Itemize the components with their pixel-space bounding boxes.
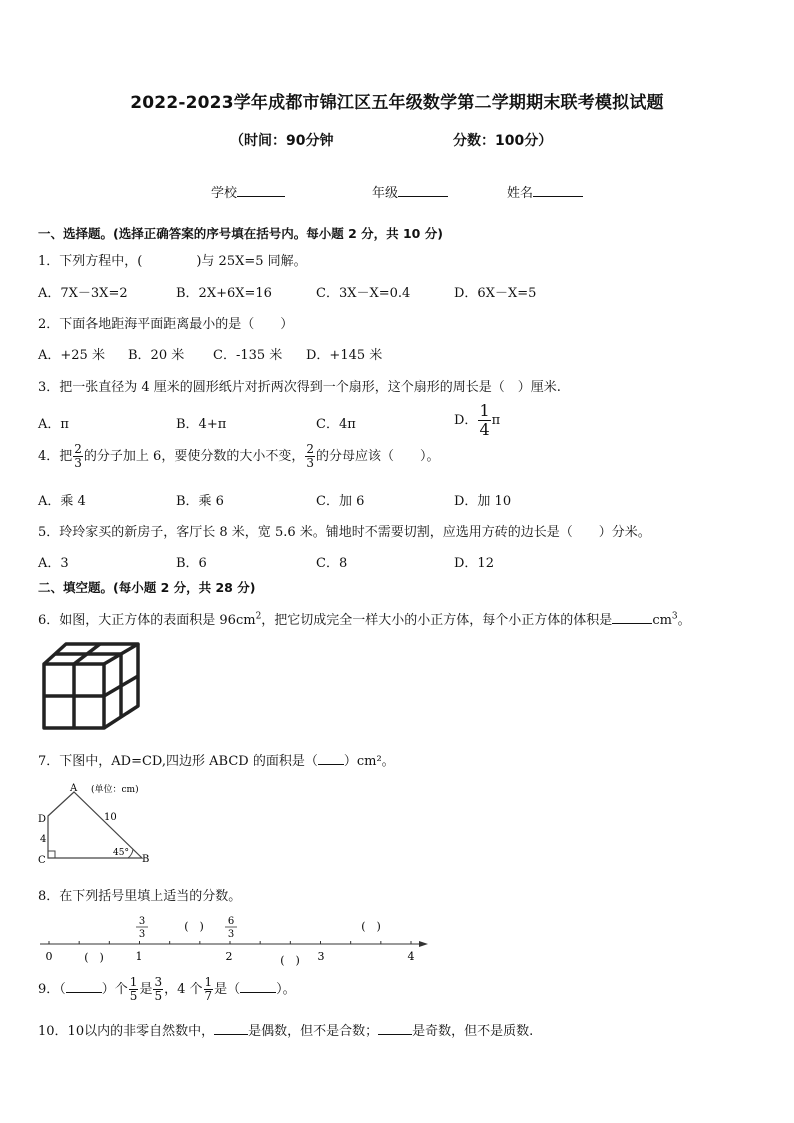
number-line-figure	[38, 910, 438, 970]
grade-blank[interactable]	[398, 184, 448, 197]
question-3: 3．把一张直径为 4 厘米的圆形纸片对折两次得到一个扇形，这个扇形的周长是（ ）厘米.	[38, 380, 561, 395]
q3-option-a[interactable]: A．π	[38, 417, 69, 432]
q10-blank-2[interactable]	[378, 1022, 412, 1035]
q7-text-a: 7．下图中，AD=CD,四边形 ABCD 的面积是（	[38, 754, 318, 769]
q4-f2-num: 2	[306, 442, 314, 456]
q9-f3-num: 1	[204, 975, 213, 989]
vertex-c-label: C	[38, 855, 46, 866]
q6-unit: cm	[652, 613, 672, 628]
question-4	[38, 443, 439, 470]
tick-label-1: 1	[135, 950, 143, 963]
q9-f: ）。	[276, 982, 296, 997]
q1-option-b[interactable]: B．2X+6X=16	[176, 286, 272, 301]
q4-fraction-1	[73, 443, 83, 470]
question-6	[38, 609, 691, 628]
q3-option-d[interactable]	[454, 402, 500, 439]
unit-label: (单位：cm)	[91, 785, 139, 795]
grade-field[interactable]	[372, 182, 448, 201]
angle-label: 45°	[113, 848, 129, 858]
q1-text-a: 1．下列方程中，(	[38, 254, 143, 269]
q9-blank-1[interactable]	[66, 980, 102, 993]
q10-blank-1[interactable]	[214, 1022, 248, 1035]
cube-figure	[40, 640, 144, 736]
question-8: 8．在下列括号里填上适当的分数。	[38, 889, 242, 904]
frac-3-3-num: 3	[138, 916, 146, 927]
q6-text-b: ，把它切成完全一样大小的小正方体，每个小正方体的体积是	[261, 613, 613, 628]
q9-frac-1	[129, 976, 139, 1003]
number-line-arrow	[419, 941, 428, 947]
exam-score: 分数：100分）	[453, 133, 553, 149]
exam-time: （时间：90分钟	[230, 133, 334, 149]
question-5: 5．玲玲家买的新房子，客厅长 8 米，宽 5.6 米。铺地时不需要切割，应选用方砖的边长是（ ）分米。	[38, 525, 651, 540]
q9-a: 9．（	[38, 982, 66, 997]
frac-6-3-num: 6	[227, 916, 235, 927]
q4-option-c[interactable]: C．加 6	[316, 494, 365, 509]
name-field[interactable]	[507, 182, 583, 201]
section2-heading: 二、填空题。(每小题 2 分，共 28 分)	[38, 580, 256, 595]
tick-label-0: 0	[45, 950, 53, 963]
q9-f3-den: 7	[204, 989, 213, 1003]
tick-label-3: 3	[317, 950, 325, 963]
q1-option-c[interactable]: C．3X－X=0.4	[316, 286, 411, 301]
blank-above-2[interactable]: ( )	[361, 920, 381, 933]
q1-option-a[interactable]: A．7X－3X=2	[38, 286, 128, 301]
blank-above-1[interactable]: ( )	[184, 920, 204, 933]
q4-option-a[interactable]: A．乘 4	[38, 494, 86, 509]
q5-option-d[interactable]: D．12	[454, 556, 494, 571]
q3-d-suffix: π	[491, 413, 501, 428]
q6-sup-2: 3	[671, 611, 678, 622]
q1-text-b: )与 25X=5 同解。	[196, 254, 307, 269]
vertex-b-label: B	[142, 854, 150, 865]
school-label: 学校	[211, 186, 238, 201]
q3-d-numerator: 1	[479, 401, 490, 420]
q3-option-d-label: D．	[454, 413, 478, 428]
q9-e: 是（	[214, 982, 241, 997]
q3-option-b[interactable]: B．4+π	[176, 417, 227, 432]
q4-f1-den: 3	[74, 456, 82, 470]
q3-option-c[interactable]: C．4π	[316, 417, 356, 432]
name-label: 姓名	[507, 186, 534, 201]
q7-answer-blank[interactable]	[318, 752, 344, 765]
grade-label: 年级	[372, 186, 399, 201]
q2-option-a[interactable]: A．+25 米	[38, 348, 105, 363]
question-9	[38, 976, 296, 1003]
q4-option-b[interactable]: B．乘 6	[176, 494, 224, 509]
q9-frac-2	[153, 976, 163, 1003]
side-ab-label: 10	[104, 812, 117, 823]
q9-f1-num: 1	[129, 975, 138, 989]
q5-option-b[interactable]: B．6	[176, 556, 207, 571]
q4-fraction-2	[305, 443, 315, 470]
frac-6-3-den: 3	[227, 929, 235, 940]
name-blank[interactable]	[533, 184, 583, 197]
q6-answer-blank[interactable]	[612, 611, 652, 624]
q9-b: ）个	[101, 982, 128, 997]
blank-below-2[interactable]: ( )	[280, 954, 300, 967]
q10-b: 是偶数，但不是合数；	[248, 1024, 379, 1039]
section1-heading: 一、选择题。(选择正确答案的序号填在括号内。每小题 2 分，共 10 分)	[38, 226, 443, 241]
q3-option-d-fraction	[478, 402, 490, 439]
q9-f1-den: 5	[129, 989, 138, 1003]
vertex-a-label: A	[70, 783, 78, 794]
side-cd-label: 4	[40, 834, 47, 845]
q9-f2-den: 5	[154, 989, 163, 1003]
vertex-d-label: D	[38, 814, 47, 825]
q7-text-b: ）cm²。	[343, 754, 395, 769]
school-blank[interactable]	[237, 184, 285, 197]
tick-label-2: 2	[225, 950, 233, 963]
q5-option-c[interactable]: C．8	[316, 556, 348, 571]
q9-d: ，4 个	[164, 982, 203, 997]
q6-text-a: 6．如图，大正方体的表面积是 96cm	[38, 613, 256, 628]
q4-option-d[interactable]: D．加 10	[454, 494, 512, 509]
q5-option-a[interactable]: A．3	[38, 556, 69, 571]
q9-f2-num: 3	[154, 975, 163, 989]
question-10	[38, 1020, 533, 1039]
question-2: 2．下面各地距海平面距离最小的是（ ）	[38, 317, 294, 332]
right-angle-mark	[48, 851, 55, 858]
page-title: 2022-2023学年成都市锦江区五年级数学第二学期期末联考模拟试题	[130, 93, 664, 113]
q10-c: 是奇数，但不是质数.	[412, 1024, 534, 1039]
q9-blank-2[interactable]	[240, 980, 276, 993]
q6-end: 。	[677, 613, 691, 628]
q10-a: 10．10以内的非零自然数中，	[38, 1024, 215, 1039]
q2-option-b[interactable]: B．20 米	[128, 348, 185, 363]
q2-option-d[interactable]: D．+145 米	[306, 348, 383, 363]
tick-label-4: 4	[407, 950, 415, 963]
trapezoid-figure	[34, 778, 164, 868]
frac-3-3-den: 3	[138, 929, 146, 940]
q9-frac-3	[204, 976, 214, 1003]
q4-suffix: 的分母应该（ ）。	[315, 449, 440, 464]
q4-f1-num: 2	[74, 442, 82, 456]
q2-option-c[interactable]: C．-135 米	[213, 348, 283, 363]
q4-mid: 的分子加上 6，要使分数的大小不变，	[83, 449, 305, 464]
q1-option-d[interactable]: D．6X－X=5	[454, 286, 537, 301]
q9-c: 是	[139, 982, 153, 997]
school-field[interactable]	[211, 182, 285, 201]
question-7	[38, 750, 395, 769]
q6-sup-1: 2	[255, 611, 262, 622]
question-1	[38, 250, 307, 269]
q3-d-denominator: 4	[479, 420, 490, 439]
q4-prefix: 4．把	[38, 449, 73, 464]
blank-below-1[interactable]: ( )	[84, 951, 104, 964]
q4-f2-den: 3	[306, 456, 314, 470]
